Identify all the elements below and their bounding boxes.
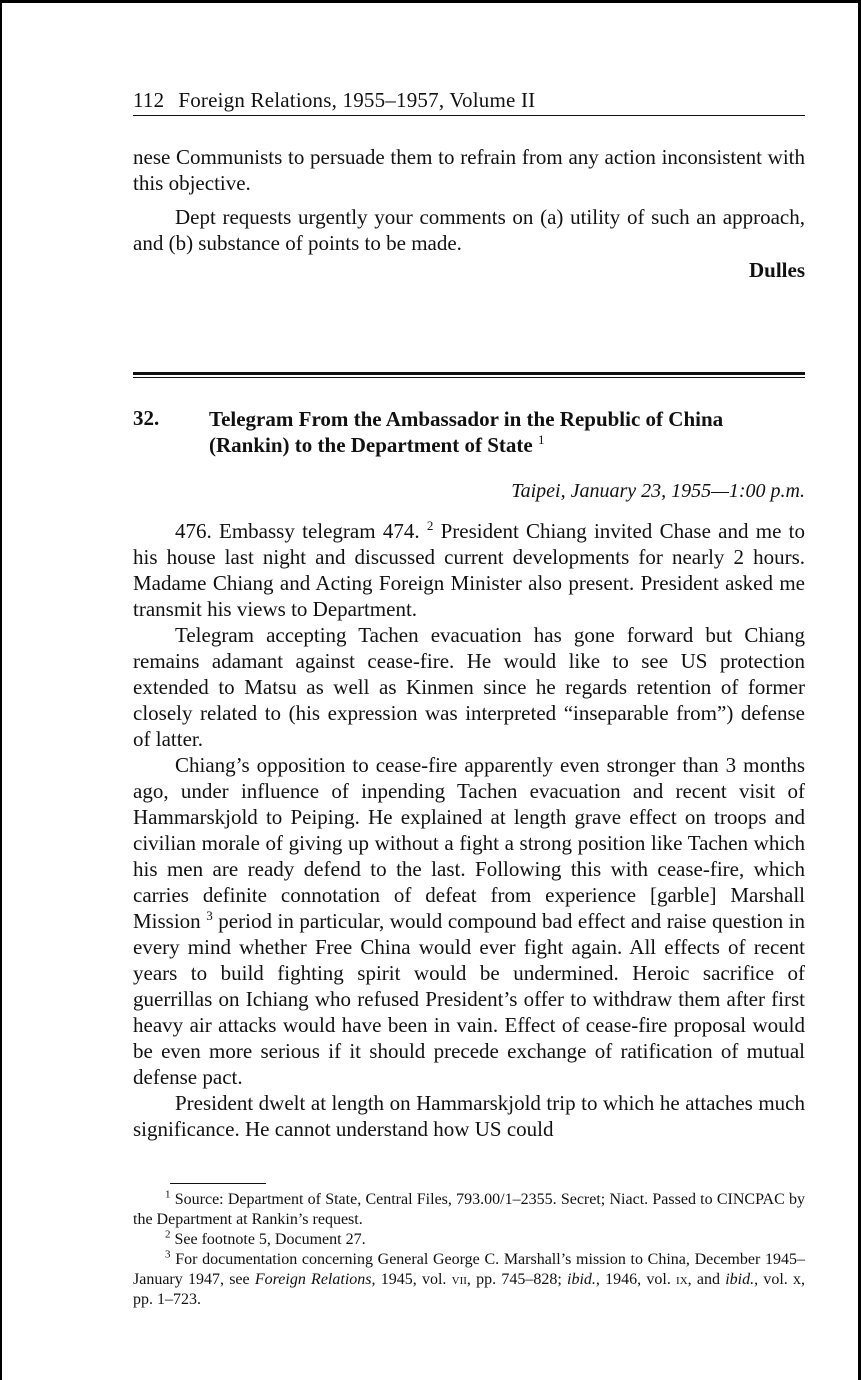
- page-number: 112: [133, 88, 165, 112]
- page-left-border: [0, 0, 2, 1380]
- paragraph-1-start: 476. Embassy telegram 474.: [175, 519, 420, 543]
- dept-request-paragraph: Dept requests urgently your comments on (a) utility of such an approach, and (b) substance of points to be made.: [133, 205, 805, 255]
- footnote-ref-3[interactable]: 3: [206, 908, 213, 923]
- footnote-3-text-b: 1945, vol.: [375, 1271, 452, 1288]
- signature: Dulles: [748, 258, 805, 282]
- footnote-ref-2[interactable]: 2: [426, 518, 434, 533]
- footnote-3: [133, 1250, 805, 1310]
- footnote-3-volume-2: ix: [676, 1271, 688, 1288]
- footnote-3-ibid-2: ibid.: [725, 1271, 755, 1288]
- footnote-3-ibid-1: ibid.: [567, 1271, 596, 1288]
- paragraph-1: [133, 518, 805, 622]
- footnote-3-text-c: , pp. 745–828;: [466, 1271, 568, 1288]
- footnote-rule: [170, 1183, 266, 1184]
- continuation-paragraph: nese Communists to persuade them to refrain from any action inconsistent with this objective.: [133, 145, 805, 195]
- footnotes: [133, 1190, 805, 1310]
- paragraph-3: [133, 752, 805, 1090]
- footnote-3-text-a: For documentation concerning General George C. Marshall’s mission to China, December 1945–January 1947, see: [133, 1251, 805, 1288]
- document-number: 32.: [133, 406, 160, 430]
- footnote-ref-1[interactable]: 1: [537, 432, 545, 447]
- footnote-2-text: See footnote 5, Document 27.: [170, 1231, 366, 1248]
- running-header: [133, 88, 805, 116]
- paragraph-3-start: Chiang’s opposition to cease-fire apparently even stronger than 3 months ago, under influence of inpending Tachen evacuation and recent visit of Hammarskjold to Peiping. He explained at length grave effect on troops and civilian morale of giving up without a fight a strong position like Tachen which his men are ready defend to the last. Following this with cease-fire, which carries definite connotation of defeat from experience [garble] Marshall Mission: [133, 753, 805, 933]
- section-divider: [133, 372, 805, 375]
- paragraph-3-rest: period in particular, would compound bad effect and raise question in every mind whether Free China would ever fight again. All effects of recent years to build fighting spirit would be undermined. Heroic sacrifice of guerrillas on Ichiang who refused President’s offer to withdraw them after first heavy air attacks would have been in vain. Effect of cease-fire proposal would be even more serious if it should precede exchange of ratification of mutual defense pact.: [133, 909, 806, 1089]
- footnote-1: [133, 1190, 805, 1230]
- telegram-body: [133, 518, 805, 1142]
- paragraph-4: President dwelt at length on Hammarskjold trip to which he attaches much significance. He cannot understand how US could: [133, 1091, 805, 1141]
- footnote-3-mark: 3: [165, 1248, 171, 1261]
- footnote-3-text-d: , 1946, vol.: [595, 1271, 677, 1288]
- footnote-2-mark: 2: [165, 1228, 171, 1241]
- footnote-3-volume-1: vii: [451, 1271, 467, 1288]
- footnote-1-text: Source: Department of State, Central Files, 793.00/1–2355. Secret; Niact. Passed to CINCPAC by the Department at Rankin’s request.: [133, 1191, 805, 1228]
- footnote-2: [133, 1230, 805, 1250]
- document-title-text: Telegram From the Ambassador in the Republic of China (Rankin) to the Department of State: [209, 407, 724, 457]
- page-top-border: [0, 0, 861, 3]
- dateline: Taipei, January 23, 1955—1:00 p.m.: [511, 480, 805, 502]
- footnote-3-text-f: , vol. x, pp. 1–723.: [133, 1271, 806, 1308]
- document-title: [209, 406, 805, 458]
- paragraph-1-rest: President Chiang invited Chase and me to his house last night and discussed current developments for nearly 2 hours. Madame Chiang and Acting Foreign Minister also present. President asked me transmit his views to Department.: [133, 519, 805, 621]
- footnote-3-citation-title: Foreign Relations,: [254, 1271, 376, 1288]
- footnote-1-mark: 1: [165, 1188, 171, 1201]
- running-title: Foreign Relations, 1955–1957, Volume II: [178, 88, 536, 112]
- section-divider-thin: [133, 377, 805, 378]
- paragraph-2: Telegram accepting Tachen evacuation has gone forward but Chiang remains adamant against cease-fire. He would like to see US protection extended to Matsu as well as Kinmen since he regards retention of former closely related to (his expression was interpreted “inseparable from”) defense of latter.: [133, 623, 805, 751]
- footnote-3-text-e: , and: [687, 1271, 726, 1288]
